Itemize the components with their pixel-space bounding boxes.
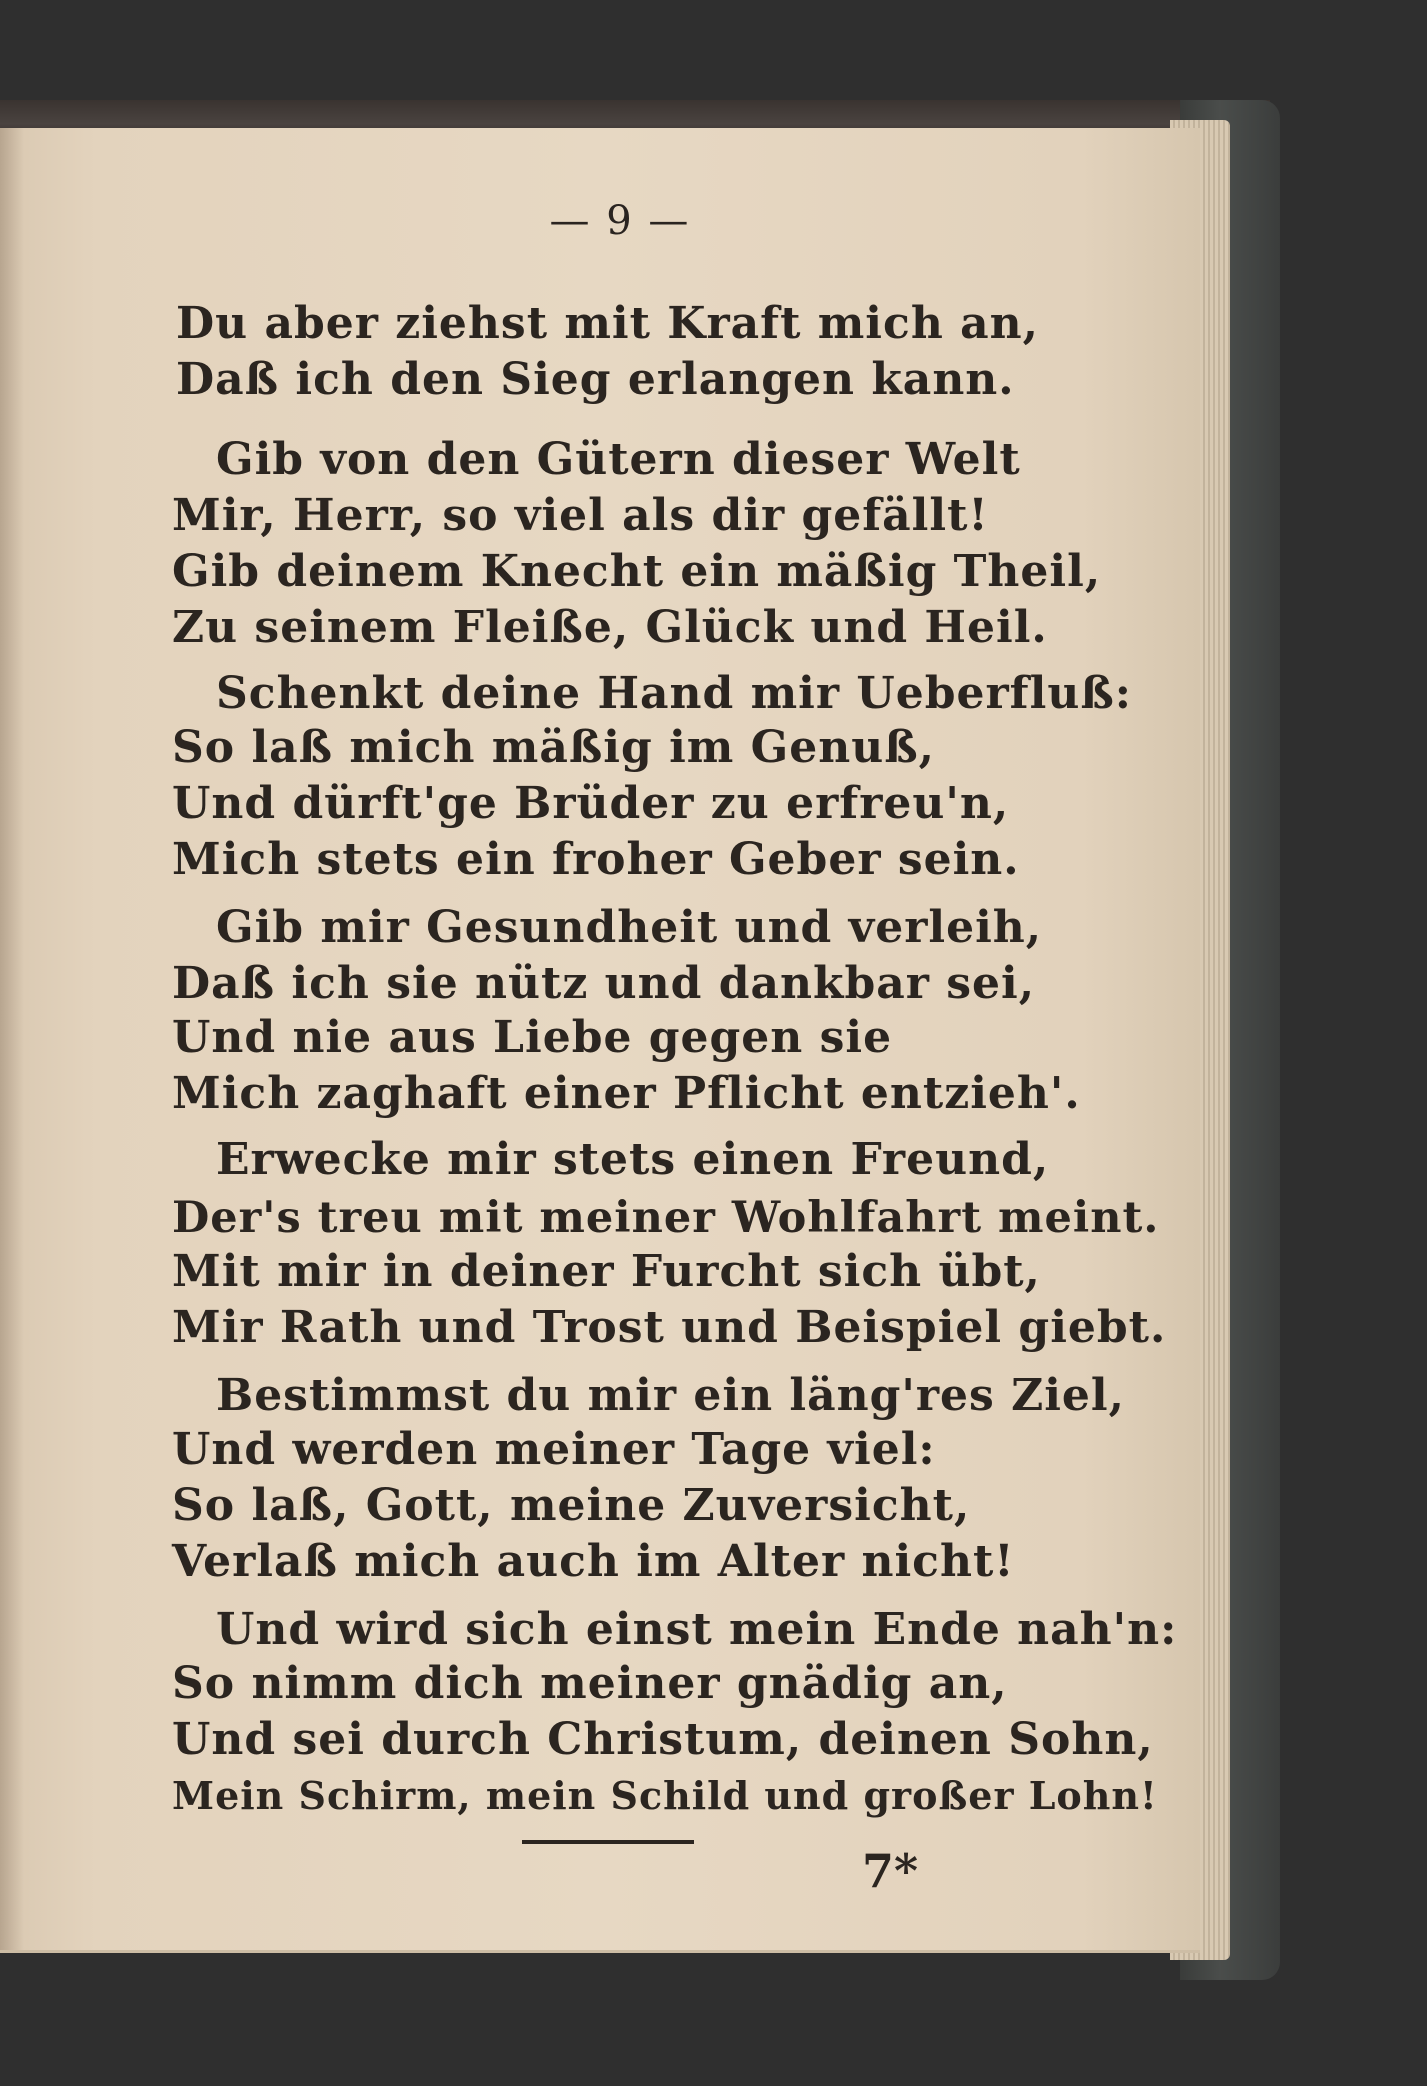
verse-line: Schenkt deine Hand mir Ueberfluß: [216,668,1132,719]
verse-line: Verlaß mich auch im Alter nicht! [172,1536,1015,1587]
end-rule [522,1840,694,1844]
verse-line: Und dürft'ge Brüder zu erfreu'n, [172,778,1010,829]
verse-line: Gib mir Gesundheit und verleih, [216,902,1043,953]
verse-line: Gib deinem Knecht ein mäßig Theil, [172,546,1102,597]
printer-signature-mark: 7* [862,1844,919,1898]
verse-line: Mein Schirm, mein Schild und großer Lohn! [172,1773,1158,1818]
verse-line: Mich stets ein froher Geber sein. [172,834,1020,885]
verse-line: Und sei durch Christum, deinen Sohn, [172,1714,1154,1765]
verse-line: So laß, Gott, meine Zuversicht, [172,1480,971,1531]
verse-line: Mir Rath und Trost und Beispiel giebt. [172,1302,1167,1353]
verse-line: Mich zaghaft einer Pflicht entzieh'. [172,1068,1081,1119]
verse-line: Und nie aus Liebe gegen sie [172,1012,893,1063]
verse-line: Mir, Herr, so viel als dir gefällt! [172,490,989,541]
page-number: — 9 — [549,198,691,244]
verse-line: Gib von den Gütern dieser Welt [216,434,1021,485]
verse-line: Der's treu mit meiner Wohlfahrt meint. [172,1193,1160,1243]
verse-line: Mit mir in deiner Furcht sich übt, [172,1246,1041,1297]
gutter-shadow [0,128,24,1950]
verse-line: Bestimmst du mir ein läng'res Ziel, [216,1370,1125,1421]
verse-line: Daß ich sie nütz und dankbar sei, [172,958,1036,1009]
verse-line: So laß mich mäßig im Genuß, [172,722,935,773]
verse-line: Zu seinem Fleiße, Glück und Heil. [172,602,1048,653]
verse-line: Daß ich den Sieg erlangen kann. [176,354,1015,405]
verse-line: So nimm dich meiner gnädig an, [172,1658,1008,1709]
verse-line: Erwecke mir stets einen Freund, [216,1134,1050,1185]
verse-line: Und wird sich einst mein Ende nah'n: [216,1604,1178,1655]
book-page [0,128,1200,1953]
verse-line: Und werden meiner Tage viel: [172,1424,936,1475]
verse-line: Du aber ziehst mit Kraft mich an, [176,298,1039,349]
